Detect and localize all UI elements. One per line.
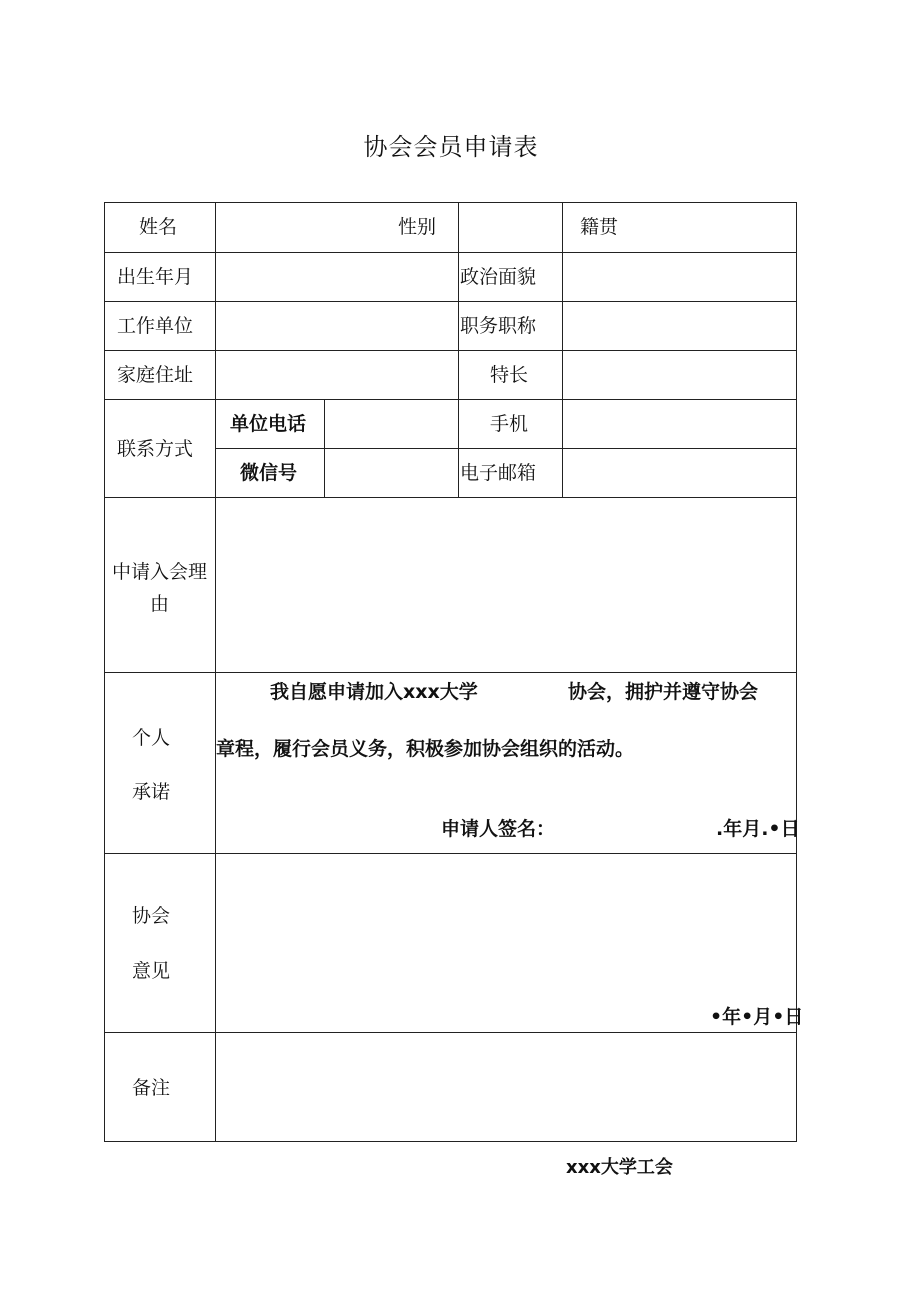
opinion-label-line2: 意见	[132, 960, 171, 982]
name-label: 姓名	[139, 216, 178, 238]
reason-label-line1: 中请入会理	[111, 561, 207, 583]
table-border-bottom	[104, 1141, 797, 1142]
mobile-label: 手机	[490, 413, 529, 435]
pledge-text-part2: 协会，拥护并遵守协会	[568, 681, 759, 703]
native-place-label: 籍贯	[580, 216, 619, 238]
political-status-label: 政治面貌	[460, 266, 537, 288]
signature-label: 申请人签名：	[441, 818, 556, 840]
work-unit-label: 工作单位	[117, 315, 194, 337]
name-field[interactable]	[216, 203, 396, 252]
opinion-date: •年•月•日	[710, 1006, 804, 1028]
gender-label: 性别	[398, 216, 437, 238]
opinion-field[interactable]	[216, 854, 796, 994]
home-address-label: 家庭住址	[117, 364, 194, 386]
signature-field[interactable]	[555, 812, 705, 846]
pledge-text-line2: 章程，履行会员义务，积极参加协会组织的活动。	[216, 738, 635, 760]
page-title: 协会会员申请表	[363, 133, 539, 161]
pledge-label-line1: 个人	[132, 727, 171, 749]
pledge-label-line2: 承诺	[132, 781, 171, 803]
email-label: 电子邮箱	[460, 462, 537, 484]
home-address-field[interactable]	[216, 351, 458, 399]
row-divider	[104, 672, 797, 673]
wechat-label: 微信号	[240, 462, 298, 484]
job-title-label: 职务职称	[460, 315, 537, 337]
reason-label-line2: 由	[149, 593, 169, 615]
pledge-text-part1: 我自愿申请加入xxx大学	[270, 681, 478, 703]
job-title-field[interactable]	[563, 302, 796, 350]
mobile-field[interactable]	[563, 400, 796, 448]
wechat-field[interactable]	[325, 449, 458, 497]
contact-label: 联系方式	[117, 438, 194, 460]
office-phone-label: 单位电话	[230, 413, 307, 435]
political-status-field[interactable]	[563, 253, 796, 301]
native-place-field[interactable]	[625, 203, 796, 252]
birth-label: 出生年月	[117, 266, 194, 288]
work-unit-field[interactable]	[216, 302, 458, 350]
remarks-field[interactable]	[216, 1033, 796, 1141]
specialty-field[interactable]	[563, 351, 796, 399]
issuer-footer: xxx大学工会	[566, 1157, 673, 1178]
birth-field[interactable]	[216, 253, 458, 301]
reason-field[interactable]	[216, 498, 796, 672]
pledge-date: .年月.•日	[716, 818, 800, 840]
email-field[interactable]	[563, 449, 796, 497]
reason-label	[104, 556, 215, 620]
specialty-label: 特长	[490, 364, 529, 386]
gender-field[interactable]	[459, 203, 562, 252]
office-phone-field[interactable]	[325, 400, 458, 448]
table-border-left	[104, 202, 105, 1142]
opinion-label-line1: 协会	[132, 905, 171, 927]
table-border-right	[796, 202, 797, 1142]
remarks-label: 备注	[132, 1077, 171, 1099]
